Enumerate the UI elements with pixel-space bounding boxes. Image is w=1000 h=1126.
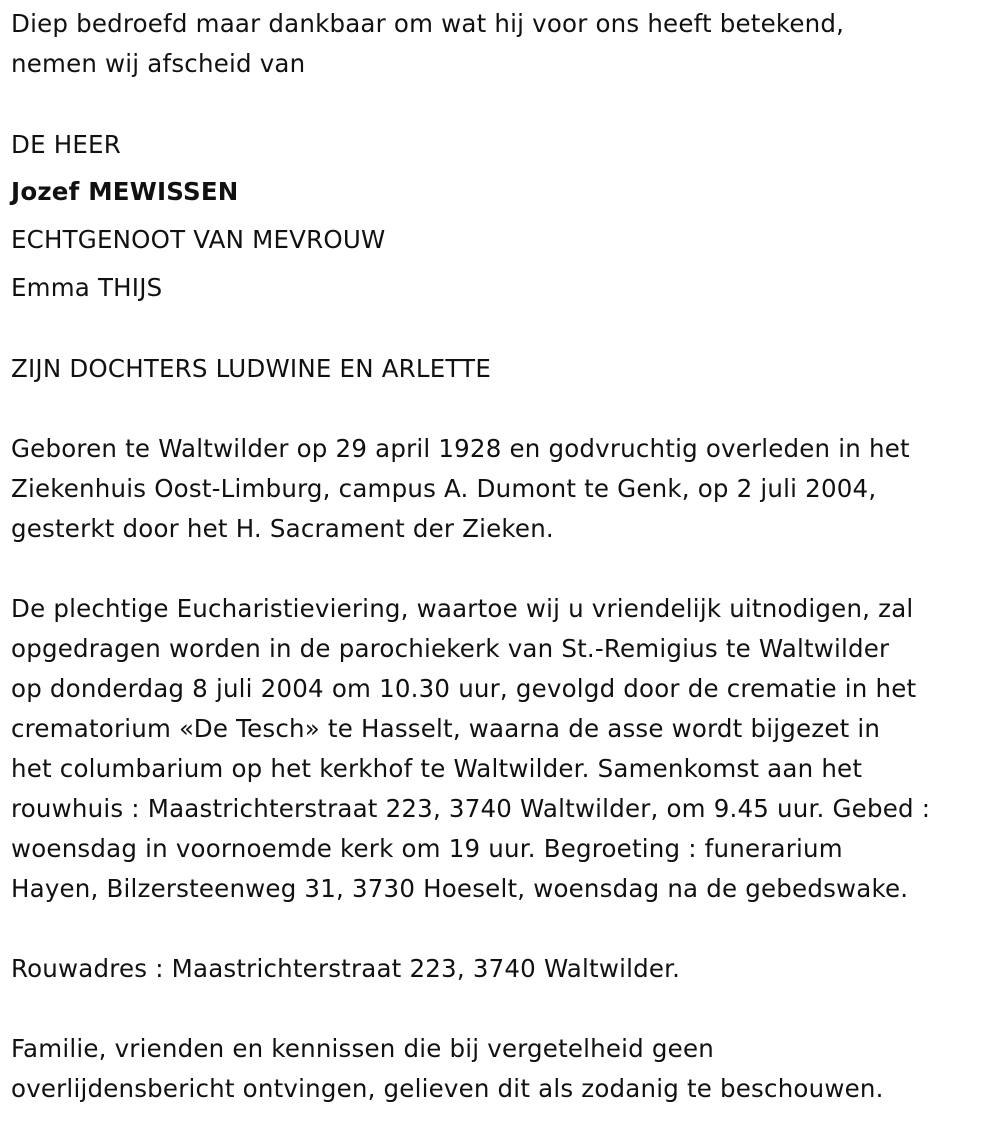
mourning-address: Rouwadres : Maastrichterstraat 223, 3740 Waltwilder. bbox=[11, 954, 681, 983]
service-line-6: rouwhuis : Maastrichterstraat 223, 3740 Waltwilder, om 9.45 uur. Gebed : bbox=[11, 794, 931, 823]
service-line-4: crematorium «De Tesch» te Hasselt, waarna de asse wordt bijgezet in bbox=[11, 714, 881, 743]
children-line: ZIJN DOCHTERS LUDWINE EN ARLETTE bbox=[11, 354, 491, 383]
service-line-5: het columbarium op het kerkhof te Waltwilder. Samenkomst aan het bbox=[11, 754, 863, 783]
service-line-3: op donderdag 8 juli 2004 om 10.30 uur, gevolgd door de crematie in het bbox=[11, 674, 917, 703]
service-line-7: woensdag in voornoemde kerk om 19 uur. Begroeting : funerarium bbox=[11, 834, 843, 863]
family-line-2: overlijdensbericht ontvingen, gelieven dit als zodanig te beschouwen. bbox=[11, 1074, 884, 1103]
born-line-2: Ziekenhuis Oost-Limburg, campus A. Dumont te Genk, op 2 juli 2004, bbox=[11, 474, 877, 503]
born-line-3: gesterkt door het H. Sacrament der Zieken. bbox=[11, 514, 554, 543]
born-line-1: Geboren te Waltwilder op 29 april 1928 en godvruchtig overleden in het bbox=[11, 434, 910, 463]
service-line-2: opgedragen worden in de parochiekerk van St.-Remigius te Waltwilder bbox=[11, 634, 890, 663]
spouse-name: Emma THIJS bbox=[11, 273, 163, 302]
spouse-label: ECHTGENOOT VAN MEVROUW bbox=[11, 225, 386, 254]
deceased-title: DE HEER bbox=[11, 130, 121, 159]
family-line-1: Familie, vrienden en kennissen die bij vergetelheid geen bbox=[11, 1034, 714, 1063]
intro-line-2: nemen wij afscheid van bbox=[11, 49, 306, 78]
intro-line-1: Diep bedroefd maar dankbaar om wat hij voor ons heeft betekend, bbox=[11, 9, 845, 38]
service-line-1: De plechtige Eucharistieviering, waartoe wij u vriendelijk uitnodigen, zal bbox=[11, 594, 914, 623]
deceased-name: Jozef MEWISSEN bbox=[11, 177, 239, 206]
service-line-8: Hayen, Bilzersteenweg 31, 3730 Hoeselt, woensdag na de gebedswake. bbox=[11, 874, 909, 903]
